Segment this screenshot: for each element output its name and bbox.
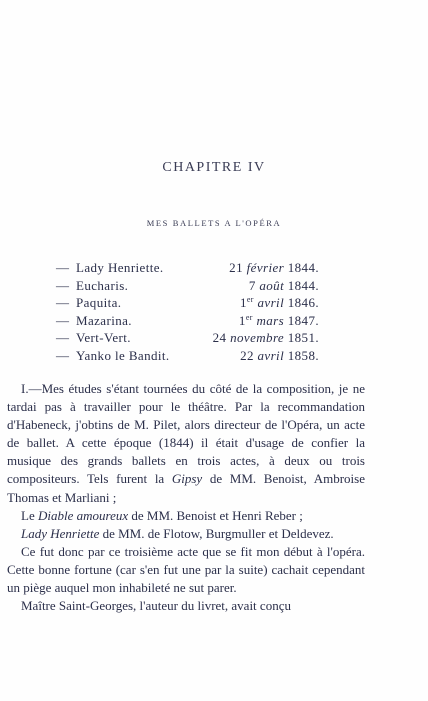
ballet-entry xyxy=(56,277,356,295)
chapter-title: CHAPITRE IV xyxy=(162,160,266,175)
paragraph: I.—Mes études s'étant tournées du côté de la composition, je ne tardai pas à travailler pour le théâtre. Par la recommandation d'Habeneck, j'obtins de M. Pilet, alors directeur de l'Opéra, un acte de ballet. A cette époque (1844) il était d'usage de confier la musique des grands ballets en trois actes, à deux ou trois compositeurs. Tels furent la Gipsy de MM. Benoist, Ambroise Thomas et Marliani ; xyxy=(7,381,365,505)
ballet-date: 1er mars 1847. xyxy=(238,312,319,328)
section-title: MES BALLETS A L'OPÉRA xyxy=(146,218,282,228)
ballet-name: Vert-Vert. xyxy=(76,330,131,346)
paragraph: Maître Saint-Georges, l'auteur du livret, avait conçu xyxy=(21,598,291,614)
ballet-name: Mazarina. xyxy=(76,312,132,328)
ballet-date: 7 août 1844. xyxy=(248,277,319,293)
dash: — xyxy=(56,260,70,275)
ballet-name: Lady Henriette. xyxy=(76,260,164,275)
dash: — xyxy=(56,277,70,293)
paragraph: Lady Henriette de MM. de Flotow, Burgmuller et Deldevez. xyxy=(21,525,334,541)
ballet-entry xyxy=(56,294,356,312)
dash: — xyxy=(56,330,70,346)
ballet-entry xyxy=(56,312,356,330)
ballet-date: 1er avril 1846. xyxy=(239,295,319,311)
ballet-entry xyxy=(56,347,356,365)
dash: — xyxy=(56,312,70,328)
ballet-date: 21 février 1844. xyxy=(229,260,319,275)
ballet-list xyxy=(56,259,356,365)
body-text xyxy=(7,380,365,615)
dash: — xyxy=(56,295,70,311)
ballet-date: 22 avril 1858. xyxy=(240,347,319,363)
ballet-date: 24 novembre 1851. xyxy=(212,330,319,346)
ballet-name: Eucharis. xyxy=(76,277,129,293)
ballet-name: Paquita. xyxy=(76,295,122,311)
ballet-name: Yanko le Bandit. xyxy=(76,347,170,363)
ballet-entry xyxy=(56,259,356,277)
dash: — xyxy=(56,347,70,363)
paragraph: Le Diable amoureux de MM. Benoist et Henri Reber ; xyxy=(21,507,303,523)
ballet-entry xyxy=(56,329,356,347)
paragraph: Ce fut donc par ce troisième acte que se fit mon début à l'opéra. Cette bonne fortune (car s'en fut une par la suite) cachait cependant un piège auquel mon inhabileté ne sut parer. xyxy=(7,543,365,596)
